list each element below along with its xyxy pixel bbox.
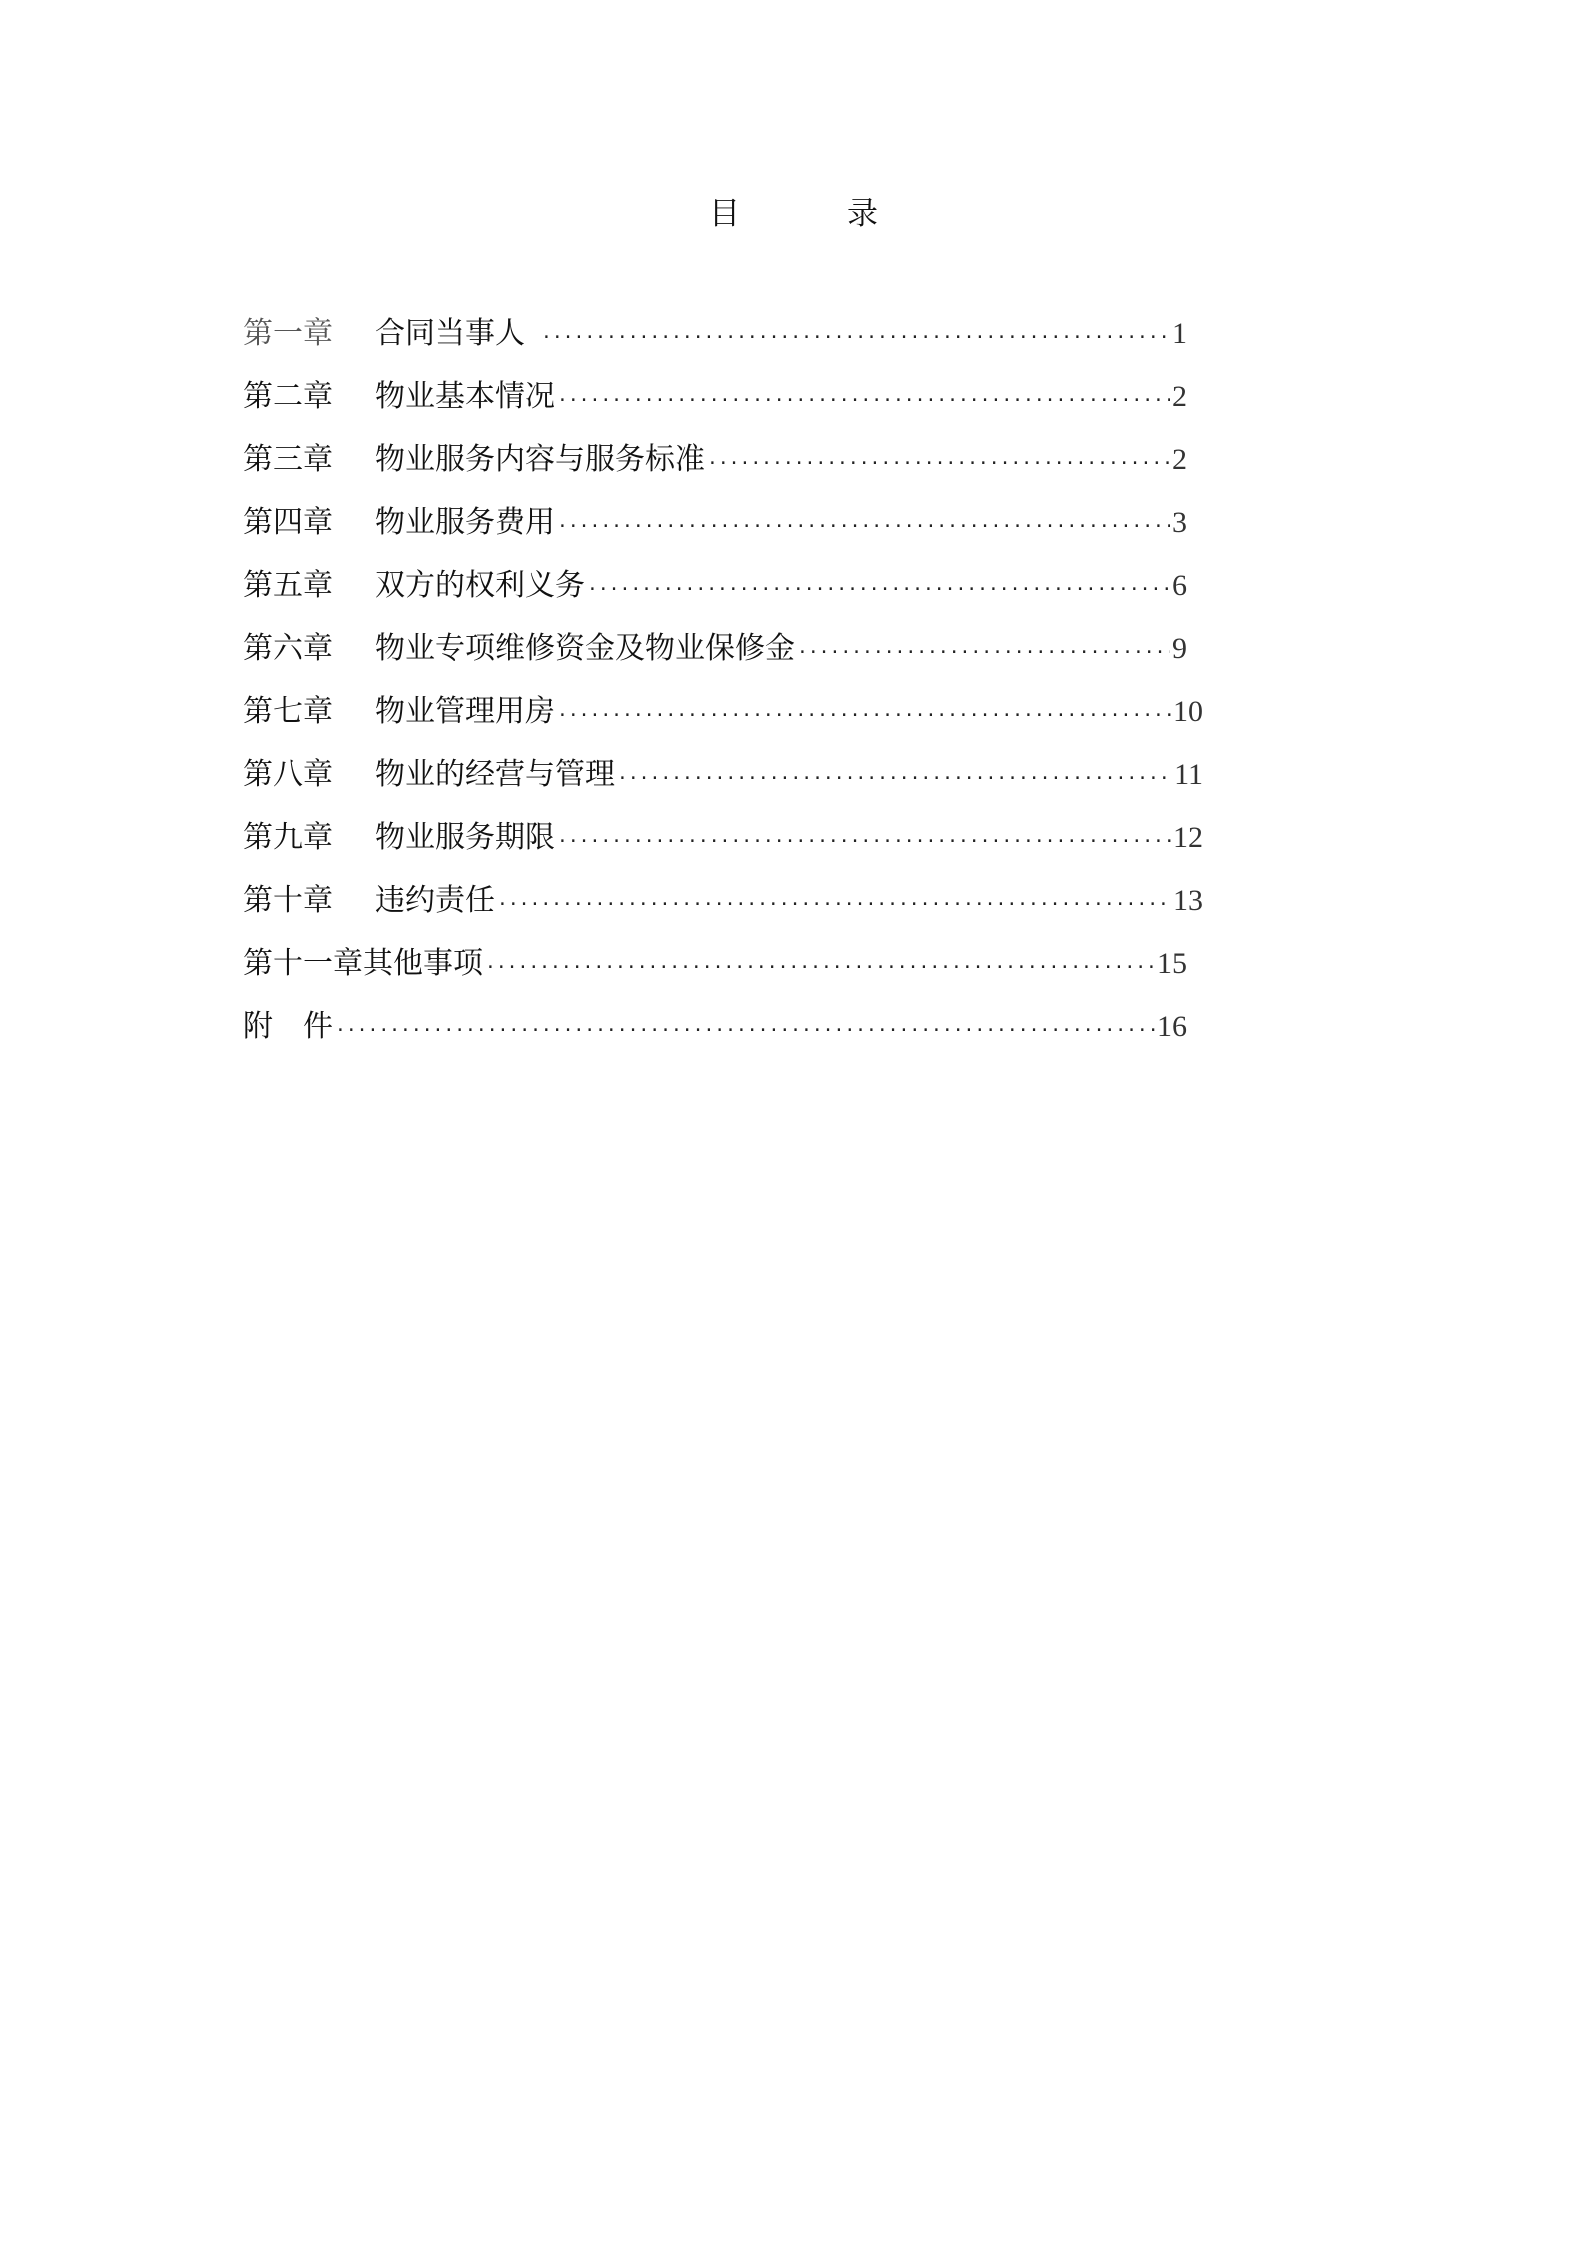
toc-dot-leader	[797, 631, 1170, 675]
toc-entry	[243, 879, 1203, 942]
toc-chapter-title: 双方的权利义务	[375, 568, 585, 603]
toc-page-number: 12	[1173, 821, 1203, 854]
toc-chapter-number: 第十一章	[243, 946, 363, 981]
toc-entry	[243, 438, 1203, 501]
toc-heading: 目 录	[709, 196, 916, 232]
toc-dot-leader	[485, 946, 1155, 990]
toc-chapter-title: 其他事项	[363, 946, 483, 981]
toc-chapter-number: 第二章	[243, 379, 333, 414]
toc-dot-leader	[557, 379, 1170, 423]
toc-page-number: 13	[1173, 884, 1203, 917]
toc-entry	[243, 375, 1203, 438]
toc-dot-leader	[497, 883, 1171, 927]
toc-chapter-number: 第三章	[243, 442, 333, 477]
toc-chapter-title: 物业服务费用	[375, 505, 555, 540]
toc-entry	[243, 1005, 1203, 1068]
toc-chapter-number: 第九章	[243, 820, 333, 855]
toc-page-number: 6	[1172, 569, 1187, 602]
toc-page-number: 3	[1172, 506, 1187, 539]
toc-chapter-number: 第七章	[243, 694, 333, 729]
toc-chapter-number: 第五章	[243, 568, 333, 603]
toc-dot-leader	[541, 316, 1170, 360]
toc-dot-leader	[335, 1009, 1155, 1053]
toc-dot-leader	[707, 442, 1170, 486]
toc-list	[243, 312, 1203, 1068]
toc-dot-leader	[557, 505, 1170, 549]
toc-chapter-number: 第八章	[243, 757, 333, 792]
toc-chapter-title: 物业基本情况	[375, 379, 555, 414]
toc-chapter-number: 附 件	[243, 1009, 333, 1044]
toc-entry	[243, 942, 1203, 1005]
toc-page-number: 9	[1172, 632, 1187, 665]
toc-page-number: 2	[1172, 443, 1187, 476]
toc-chapter-title: 物业专项维修资金及物业保修金	[375, 631, 795, 666]
toc-chapter-title: 物业管理用房	[375, 694, 555, 729]
toc-page-number: 10	[1173, 695, 1203, 728]
toc-chapter-number: 第六章	[243, 631, 333, 666]
toc-page-number: 2	[1172, 380, 1187, 413]
toc-page-number: 11	[1174, 758, 1203, 791]
toc-dot-leader	[587, 568, 1170, 612]
toc-entry	[243, 501, 1203, 564]
toc-dot-leader	[617, 757, 1172, 801]
toc-page-number: 16	[1157, 1010, 1187, 1043]
toc-dot-leader	[557, 694, 1171, 738]
toc-chapter-title: 物业服务内容与服务标准	[375, 442, 705, 477]
toc-dot-leader	[557, 820, 1171, 864]
toc-entry	[243, 753, 1203, 816]
toc-chapter-title: 物业的经营与管理	[375, 757, 615, 792]
toc-chapter-number: 第四章	[243, 505, 333, 540]
toc-page-number: 1	[1172, 317, 1187, 350]
toc-chapter-title: 合同当事人	[375, 316, 525, 351]
toc-chapter-number: 第一章	[243, 316, 333, 351]
toc-chapter-title: 物业服务期限	[375, 820, 555, 855]
toc-page-number: 15	[1157, 947, 1187, 980]
toc-entry	[243, 816, 1203, 879]
toc-entry	[243, 564, 1203, 627]
toc-chapter-number: 第十章	[243, 883, 333, 918]
toc-entry	[243, 312, 1203, 375]
toc-entry	[243, 690, 1203, 753]
toc-chapter-title: 违约责任	[375, 883, 495, 918]
toc-entry	[243, 627, 1203, 690]
